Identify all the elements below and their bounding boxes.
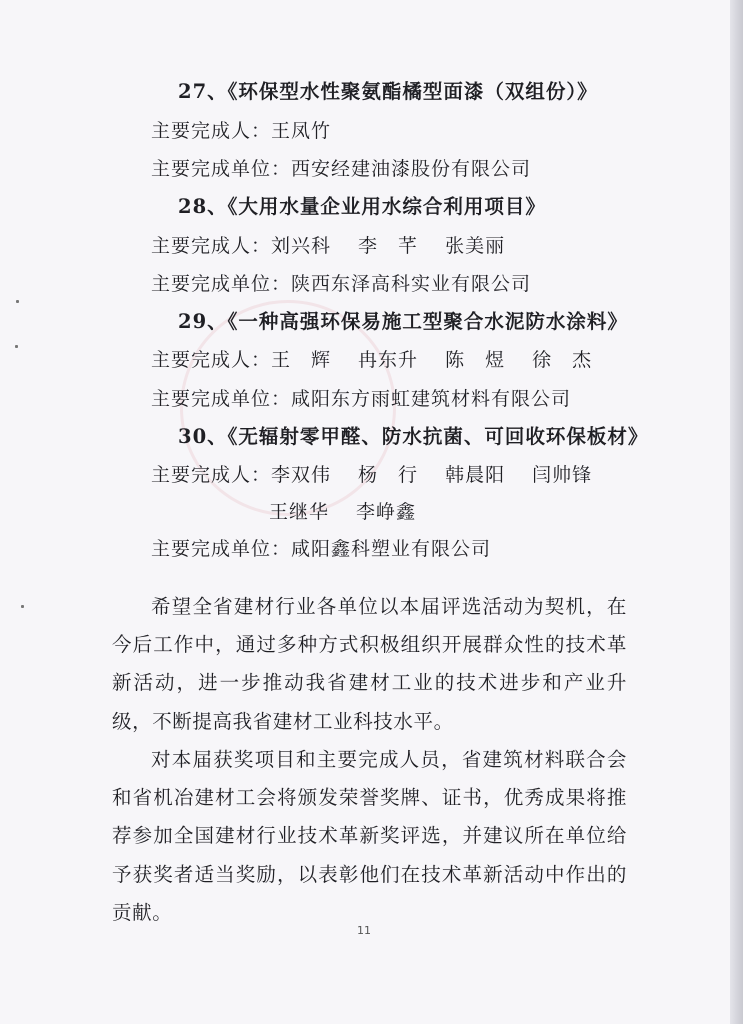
item-27-persons-label: 主要完成人： <box>151 120 272 142</box>
item-28-persons: 刘兴科 李 芊 张美丽 <box>271 235 506 257</box>
item-29-title: 29、《一种高强环保易施工型聚合水泥防水涂料》 <box>178 310 628 333</box>
item-30-unit-label: 主要完成单位： <box>151 538 292 560</box>
item-30-title: 30、《无辐射零甲醛、防水抗菌、可回收环保板材》 <box>178 425 649 448</box>
item-27-unit-row <box>151 157 531 181</box>
item-27-persons: 王凤竹 <box>271 120 332 142</box>
item-27-unit-label: 主要完成单位： <box>151 158 292 180</box>
item-29-persons-row <box>151 348 592 372</box>
item-30-persons-label: 主要完成人： <box>151 464 272 486</box>
item-28-persons-row <box>151 234 505 258</box>
item-27-persons-row <box>151 119 331 143</box>
item-29-persons-label: 主要完成人： <box>151 349 272 371</box>
item-28-unit: 陕西东泽高科实业有限公司 <box>291 273 532 295</box>
item-28-persons-label: 主要完成人： <box>151 235 272 257</box>
item-28-title: 28、《大用水量企业用水综合利用项目》 <box>178 195 546 218</box>
item-30-persons-row <box>151 463 592 487</box>
item-27-unit: 西安经建油漆股份有限公司 <box>291 158 532 180</box>
item-30-persons-extra: 王继华 李峥鑫 <box>269 501 417 523</box>
item-29-unit: 咸阳东方雨虹建筑材料有限公司 <box>291 388 572 410</box>
item-30-persons: 李双伟 杨 行 韩晨阳 闫帅锋 <box>271 464 593 486</box>
item-30-unit: 咸阳鑫科塑业有限公司 <box>291 538 492 560</box>
item-28-unit-row <box>151 272 531 296</box>
page-number: 11 <box>357 924 371 937</box>
closing-paragraph-1: 希望全省建材行业各单位以本届评选活动为契机，在今后工作中，通过多种方式积极组织开展群众性的技术革新活动，进一步推动我省建材工业的技术进步和产业升级，不断提高我省建材工业科技水平。 <box>112 595 627 733</box>
scan-speck <box>15 345 18 348</box>
item-29-persons: 王 辉 冉东升 陈 煜 徐 杰 <box>271 349 593 371</box>
scan-edge-shadow <box>730 0 743 1024</box>
item-27-title: 27、《环保型水性聚氨酯橘型面漆（双组份）》 <box>178 80 598 103</box>
item-28-unit-label: 主要完成单位： <box>151 273 292 295</box>
scan-speck <box>21 605 24 608</box>
item-29-unit-row <box>151 387 571 411</box>
closing-paragraph-2: 对本届获奖项目和主要完成人员，省建筑材料联合会和省机冶建材工会将颁发荣誉奖牌、证书，优秀成果将推荐参加全国建材行业技术革新奖评选，并建议所在单位给予获奖者适当奖励，以表彰他们在技术革新活动中作出的贡献。 <box>112 748 627 924</box>
scan-speck <box>16 300 19 303</box>
item-30-unit-row <box>151 537 491 561</box>
item-29-unit-label: 主要完成单位： <box>151 388 292 410</box>
